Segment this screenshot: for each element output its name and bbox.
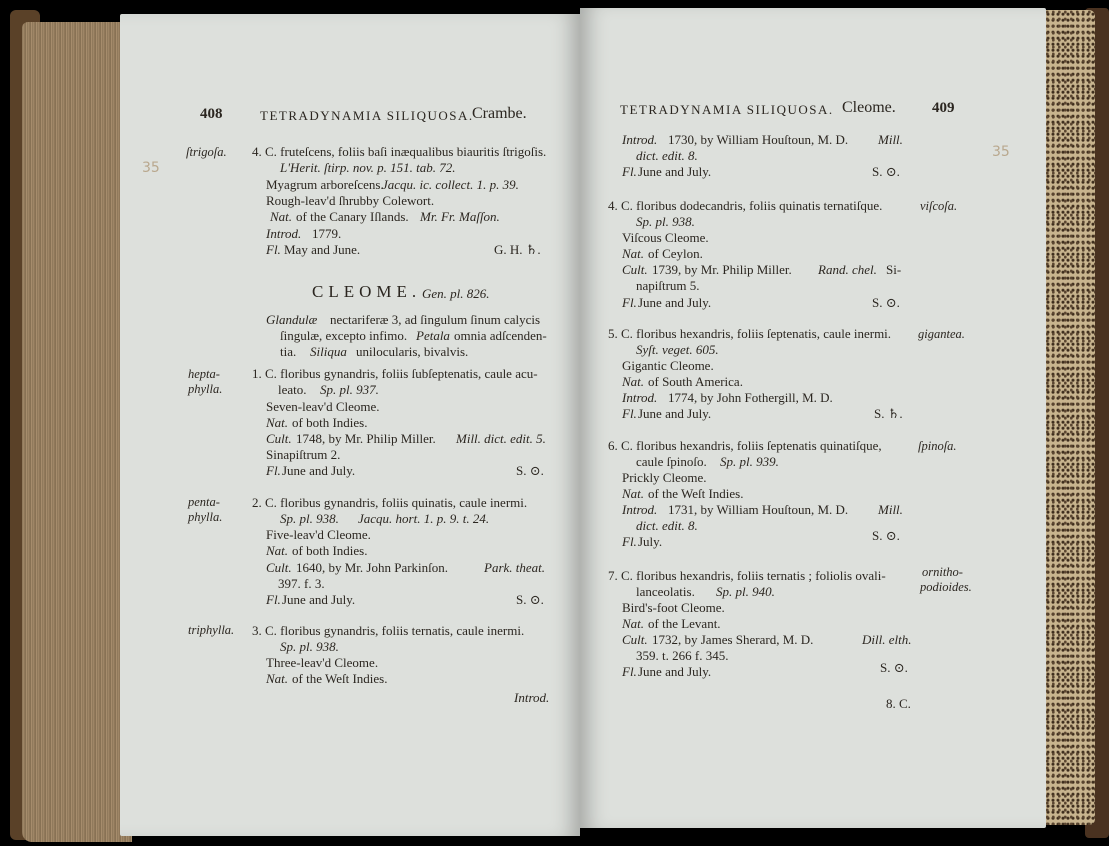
label-introd: Introd.: [622, 132, 658, 147]
reference: Jacqu. ic. collect. 1. p. 39.: [382, 177, 519, 192]
introduction: 1730, by William Houſtoun, M. D.: [668, 132, 849, 147]
species-diagnosis: 4. C. fruteſcens, foliis baſi inæqualibus biauritis ſtrigoſis.: [252, 144, 547, 159]
native-range: of both Indies.: [292, 543, 368, 558]
reference: Sp. pl. 938.: [280, 639, 339, 654]
label-introd: Introd.: [622, 502, 658, 517]
label-fl: Fl.: [622, 406, 637, 421]
label-nat: Nat.: [270, 209, 293, 224]
label-nat: Nat.: [266, 543, 289, 558]
common-name: Five-leav'd Cleome.: [266, 527, 371, 542]
synonym: Sinapiſtrum 2.: [266, 447, 341, 462]
genus-desc: omnia adſcenden-: [454, 328, 547, 343]
margin-label: penta-: [188, 495, 220, 509]
culture-sign: S. ⊙.: [872, 164, 900, 179]
reference: L'Herit. ſtirp. nov. p. 151. tab. 72.: [280, 160, 456, 175]
species-diagnosis: 6. C. floribus hexandris, foliis ſeptenatis quinatiſque,: [608, 438, 882, 453]
label-nat: Nat.: [622, 246, 645, 261]
reference: Mill.: [878, 132, 903, 147]
label-introd: Introd.: [266, 226, 302, 241]
common-name: Rough-leav'd ſhrubby Colewort.: [266, 193, 435, 208]
flowering: June and July.: [282, 463, 356, 478]
running-header: TETRADYNAMIA SILIQUOSA.: [260, 108, 474, 123]
flowering: July.: [638, 534, 663, 549]
native-range: of the Weſt Indies.: [648, 486, 744, 501]
introduction: 1731, by William Houſtoun, M. D.: [668, 502, 849, 517]
genus-desc: Glandulæ: [266, 312, 318, 327]
native-range: of Ceylon.: [648, 246, 703, 261]
margin-label: gigantea.: [918, 327, 965, 341]
genus-desc: unilocularis, bivalvis.: [356, 344, 469, 359]
species-diagnosis: 2. C. floribus gynandris, foliis quinatis, caule inermi.: [252, 495, 528, 510]
culture-sign: S. ⊙.: [872, 295, 900, 310]
reference: Park. theat.: [484, 560, 546, 575]
left-page: [120, 14, 580, 836]
flowering: June and July.: [638, 664, 712, 679]
margin-label: podioides.: [920, 580, 972, 594]
collector: Mr. Fr. Maſſon.: [420, 209, 500, 224]
common-name: Gigantic Cleome.: [622, 358, 714, 373]
native-range: of the Levant.: [648, 616, 721, 631]
genus-desc: nectariferæ 3, ad ſingulum ſinum calycis: [330, 312, 541, 327]
margin-label: ſpinoſa.: [918, 439, 957, 453]
species-diagnosis: 7. C. floribus hexandris, foliis ternatis ; foliolis ovali-: [608, 568, 886, 583]
common-name: Prickly Cleome.: [622, 470, 707, 485]
reference: dict. edit. 8.: [636, 148, 698, 163]
culture-sign: S. ♄.: [874, 406, 903, 421]
label-introd: Introd.: [622, 390, 658, 405]
reference: Sp. pl. 937.: [320, 382, 379, 397]
label-fl: Fl.: [622, 295, 637, 310]
common-name: Viſcous Cleome.: [622, 230, 709, 245]
synonym: Si-: [886, 262, 902, 277]
label-fl: Fl.: [266, 463, 281, 478]
species-diagnosis: 1. C. floribus gynandris, foliis ſubſeptenatis, caule acu-: [252, 366, 538, 381]
species-diagnosis: leato.: [278, 382, 307, 397]
margin-label: viſcoſa.: [920, 199, 958, 213]
page-edges-right: [1040, 10, 1095, 825]
species-diagnosis: 4. C. floribus dodecandris, foliis quinatis ternatiſque.: [608, 198, 883, 213]
label-fl: Fl.: [622, 534, 637, 549]
genus-desc: tia.: [280, 344, 297, 359]
reference: Mill. dict. edit. 5.: [456, 431, 546, 446]
cultivation: 1748, by Mr. Philip Miller.: [296, 431, 436, 446]
margin-label: hepta-: [188, 367, 220, 381]
label-nat: Nat.: [622, 616, 645, 631]
running-header: TETRADYNAMIA SILIQUOSA.: [620, 102, 834, 117]
genus-desc: ſingulæ, excepto infimo.: [280, 328, 408, 343]
culture-sign: G. H. ♄.: [494, 242, 541, 257]
species-diagnosis: 5. C. floribus hexandris, foliis ſeptenatis, caule inermi.: [608, 326, 892, 341]
native-range: of the Weſt Indies.: [292, 671, 388, 686]
label-fl: Fl.: [266, 592, 281, 607]
flowering: May and June.: [284, 242, 361, 257]
introduction: 1774, by John Fothergill, M. D.: [668, 390, 833, 405]
reference: Dill. elth.: [862, 632, 912, 647]
label-fl: Fl.: [622, 664, 637, 679]
species-diagnosis: caule ſpinoſo.: [636, 454, 707, 469]
native-range: of both Indies.: [292, 415, 368, 430]
reference: dict. edit. 8.: [636, 518, 698, 533]
species-diagnosis: 3. C. floribus gynandris, foliis ternatis, caule inermi.: [252, 623, 525, 638]
running-header-genus: Crambe.: [472, 105, 527, 122]
flowering: June and July.: [638, 164, 712, 179]
reference: Syſt. veget. 605.: [636, 342, 719, 357]
reference: Sp. pl. 938.: [280, 511, 339, 526]
label-nat: Nat.: [266, 415, 289, 430]
catchword: Introd.: [514, 690, 550, 705]
label-fl: Fl.: [266, 242, 281, 257]
label-nat: Nat.: [622, 374, 645, 389]
reference: Sp. pl. 939.: [720, 454, 779, 469]
page-edges-left: [22, 22, 132, 842]
label-cult: Cult.: [266, 431, 292, 446]
margin-label: phylla.: [188, 510, 223, 524]
right-page: [580, 8, 1046, 828]
synonym: Myagrum arboreſcens.: [266, 177, 384, 192]
reference: 397. f. 3.: [278, 576, 325, 591]
label-cult: Cult.: [622, 262, 648, 277]
flowering: June and July.: [638, 295, 712, 310]
genus-desc: Petala: [416, 328, 450, 343]
cultivation: 1739, by Mr. Philip Miller.: [652, 262, 792, 277]
common-name: Bird's-foot Cleome.: [622, 600, 725, 615]
common-name: Seven-leav'd Cleome.: [266, 399, 380, 414]
genus-desc: Siliqua: [310, 344, 347, 359]
species-diagnosis: lanceolatis.: [636, 584, 695, 599]
running-header-genus: Cleome.: [842, 99, 896, 116]
flowering: June and July.: [282, 592, 356, 607]
culture-sign: S. ⊙.: [516, 463, 544, 478]
pencil-annotation: 35: [992, 144, 1010, 160]
margin-label: ſtrigoſa.: [186, 145, 227, 159]
native-range: of the Canary Iſlands.: [296, 209, 409, 224]
introduction-year: 1779.: [312, 226, 342, 241]
cultivation: 1732, by James Sherard, M. D.: [652, 632, 814, 647]
label-nat: Nat.: [622, 486, 645, 501]
margin-label: triphylla.: [188, 623, 235, 637]
genus-reference: Gen. pl. 826.: [422, 286, 490, 301]
common-name: Three-leav'd Cleome.: [266, 655, 379, 670]
genus-title: CLEOME.: [312, 282, 422, 301]
reference: 359. t. 266 f. 345.: [636, 648, 729, 663]
margin-label: phylla.: [188, 382, 223, 396]
margin-label: ornitho-: [922, 565, 963, 579]
page-number: 408: [200, 106, 223, 122]
culture-sign: S. ⊙.: [516, 592, 544, 607]
label-cult: Cult.: [622, 632, 648, 647]
reference: Sp. pl. 940.: [716, 584, 775, 599]
pencil-annotation: 35: [142, 160, 160, 176]
flowering: June and July.: [638, 406, 712, 421]
reference: Jacqu. hort. 1. p. 9. t. 24.: [358, 511, 490, 526]
page-number: 409: [932, 100, 955, 116]
cultivation: 1640, by Mr. John Parkinſon.: [296, 560, 449, 575]
reference: Sp. pl. 938.: [636, 214, 695, 229]
catchword: 8. C.: [886, 696, 911, 711]
label-nat: Nat.: [266, 671, 289, 686]
reference: Rand. chel.: [818, 262, 877, 277]
reference: Mill.: [878, 502, 903, 517]
culture-sign: S. ⊙.: [872, 528, 900, 543]
synonym: napiſtrum 5.: [636, 278, 700, 293]
native-range: of South America.: [648, 374, 743, 389]
culture-sign: S. ⊙.: [880, 660, 908, 675]
label-fl: Fl.: [622, 164, 637, 179]
label-cult: Cult.: [266, 560, 292, 575]
